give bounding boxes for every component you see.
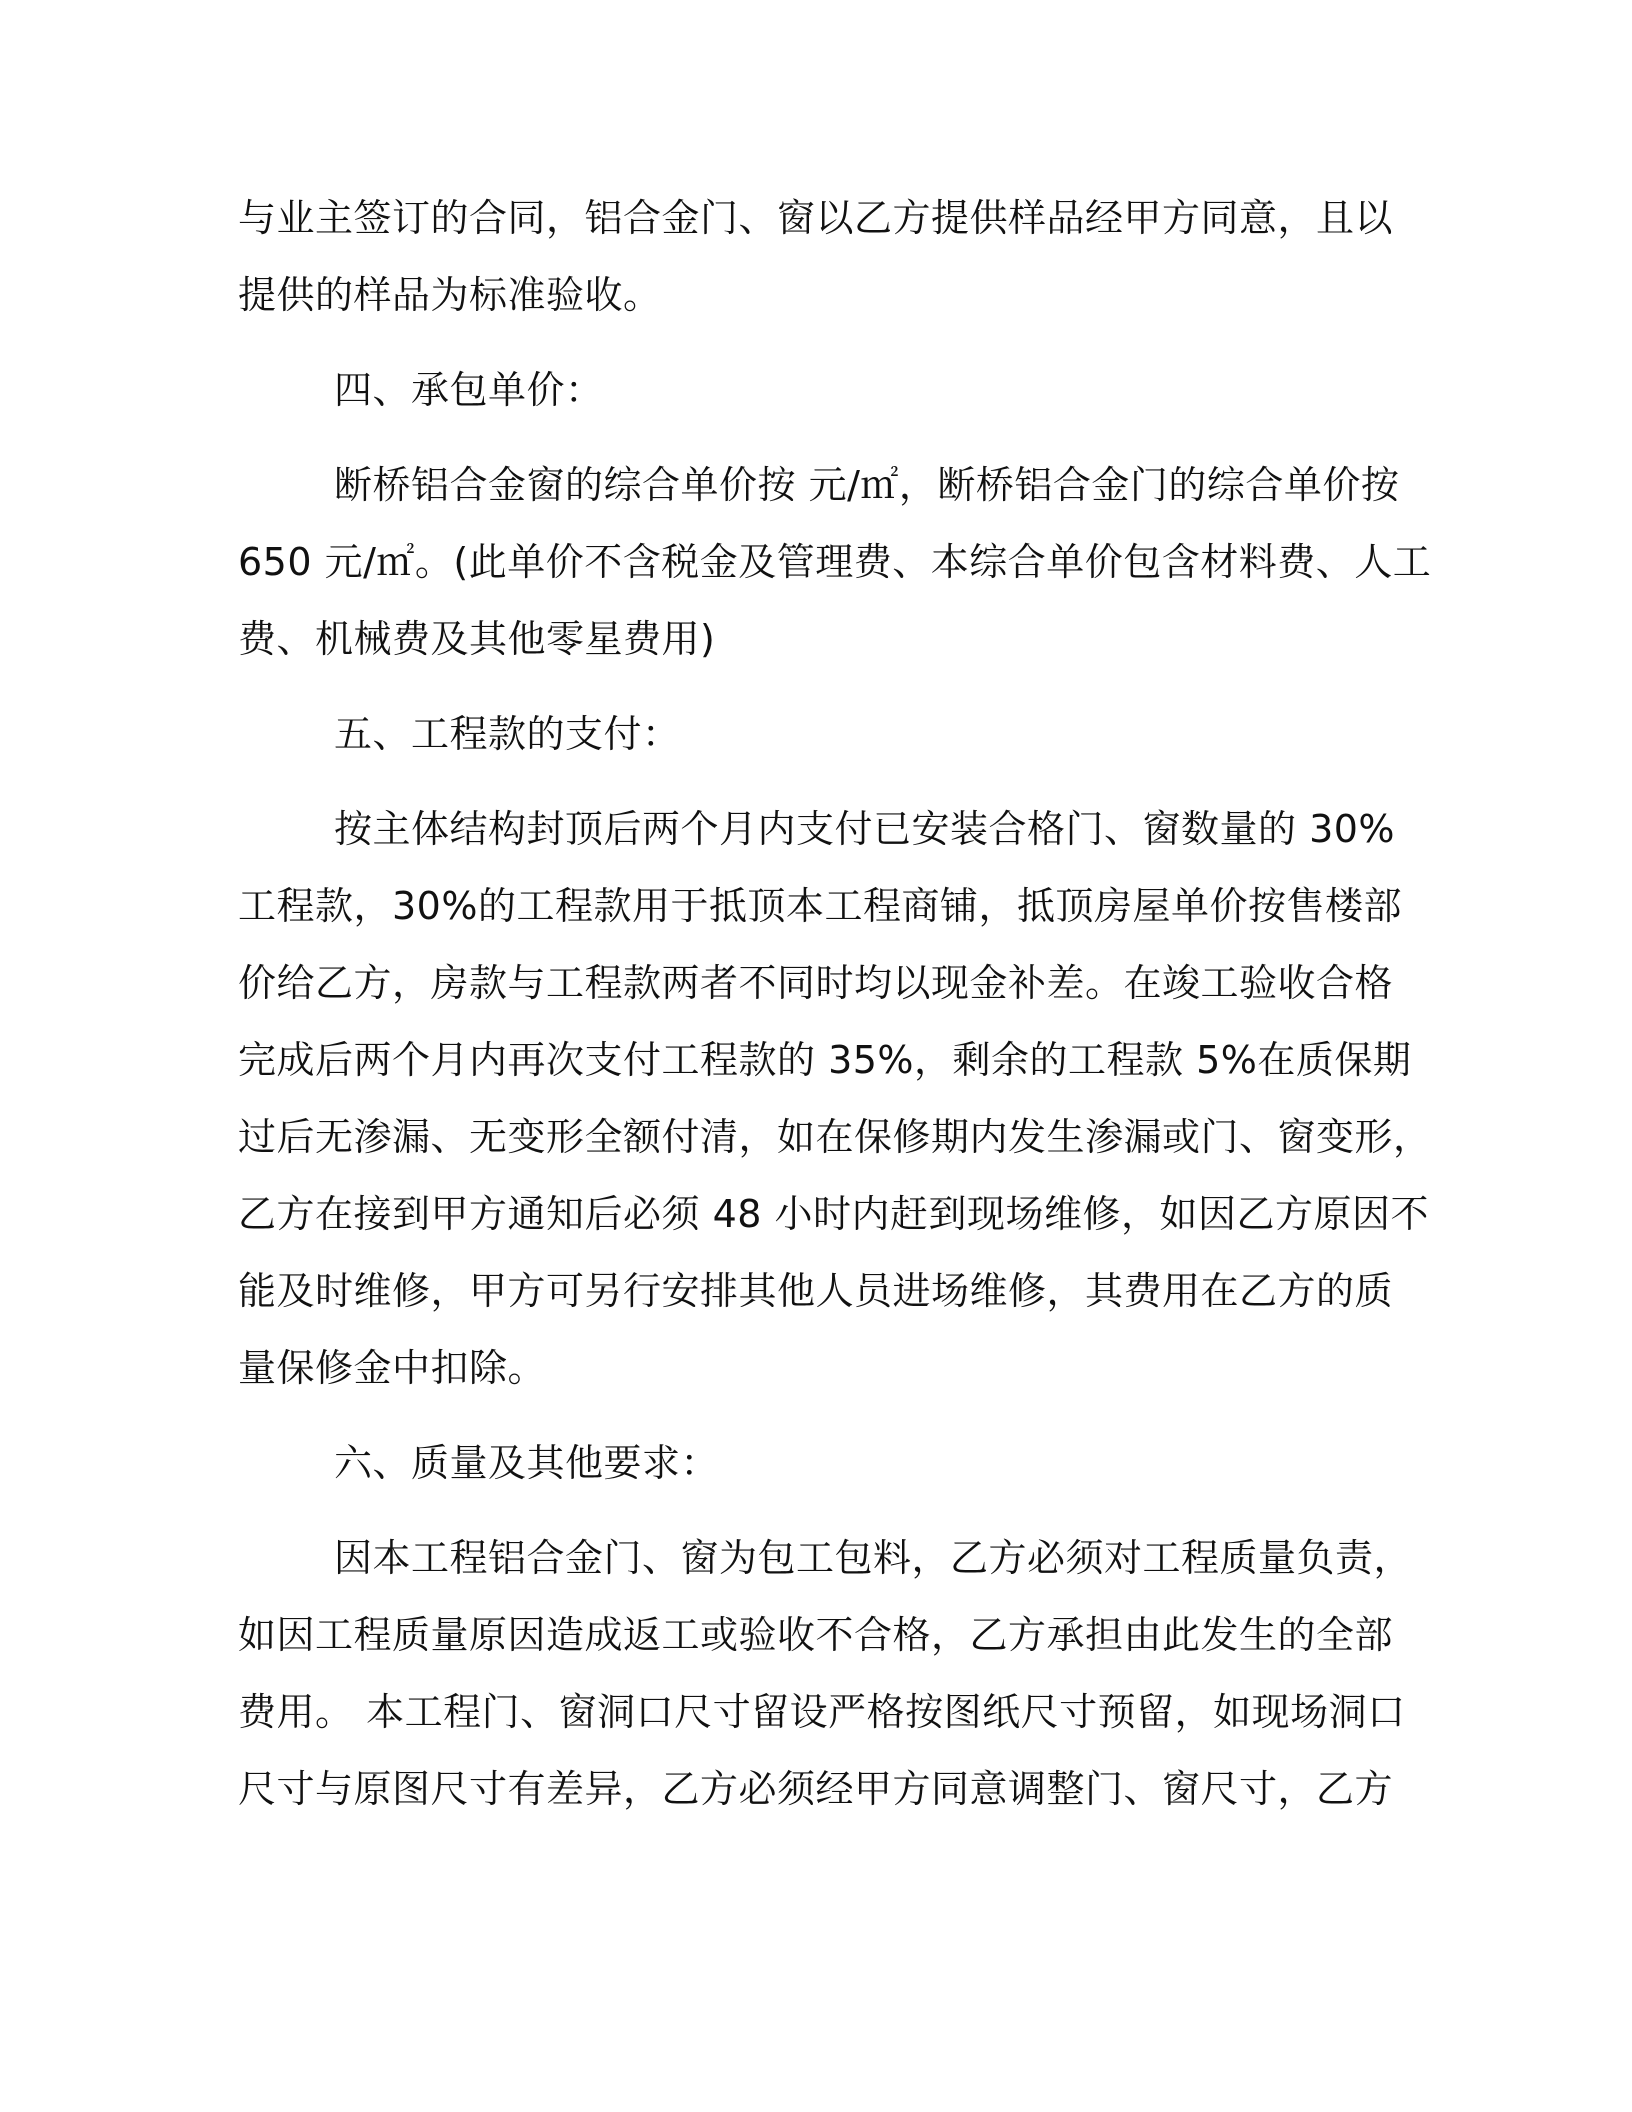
text-line: 费用。 本工程门、窗洞口尺寸留设严格按图纸尺寸预留，如现场洞口	[238, 1690, 1406, 1734]
text-line: 尺寸与原图尺寸有差异，乙方必须经甲方同意调整门、窗尺寸，乙方	[238, 1767, 1394, 1811]
text-line: 如因工程质量原因造成返工或验收不合格，乙方承担由此发生的全部	[238, 1613, 1394, 1657]
text-line: 因本工程铝合金门、窗为包工包料，乙方必须对工程质量负责，	[334, 1536, 1413, 1580]
text-line: 与业主签订的合同，铝合金门、窗以乙方提供样品经甲方同意，且以	[238, 196, 1394, 240]
paragraph-continuation	[238, 180, 1394, 334]
section-heading-quality	[238, 1425, 1394, 1502]
text-line: 量保修金中扣除。	[238, 1346, 547, 1390]
text-line: 价给乙方，房款与工程款两者不同时均以现金补差。在竣工验收合格	[238, 961, 1394, 1005]
text-line: 能及时维修，甲方可另行安排其他人员进场维修，其费用在乙方的质	[238, 1269, 1394, 1313]
section-heading-payment	[238, 696, 1394, 773]
text-line: 工程款，30%的工程款用于抵顶本工程商铺，抵顶房屋单价按售楼部	[238, 884, 1402, 928]
text-line: 断桥铝合金窗的综合单价按 元/㎡，断桥铝合金门的综合单价按	[334, 463, 1400, 507]
text-line: 费、机械费及其他零星费用)	[238, 617, 716, 661]
heading-line: 五、工程款的支付：	[334, 712, 681, 756]
section-heading-unit-price	[238, 352, 1394, 429]
text-line: 乙方在接到甲方通知后必须 48 小时内赶到现场维修，如因乙方原因不	[238, 1192, 1430, 1236]
heading-line: 六、质量及其他要求：	[334, 1441, 720, 1485]
document-page	[238, 180, 1432, 1828]
paragraph-unit-price	[238, 447, 1432, 678]
text-line: 650 元/㎡。(此单价不含税金及管理费、本综合单价包含材料费、人工	[238, 540, 1432, 584]
text-line: 按主体结构封顶后两个月内支付已安装合格门、窗数量的 30%	[334, 807, 1396, 851]
paragraph-quality	[238, 1520, 1413, 1828]
text-line: 完成后两个月内再次支付工程款的 35%，剩余的工程款 5%在质保期	[238, 1038, 1412, 1082]
text-line: 过后无渗漏、无变形全额付清，如在保修期内发生渗漏或门、窗变形，	[238, 1115, 1432, 1159]
paragraph-payment	[238, 791, 1432, 1407]
heading-line: 四、承包单价：	[334, 368, 604, 412]
text-line: 提供的样品为标准验收。	[238, 273, 662, 317]
